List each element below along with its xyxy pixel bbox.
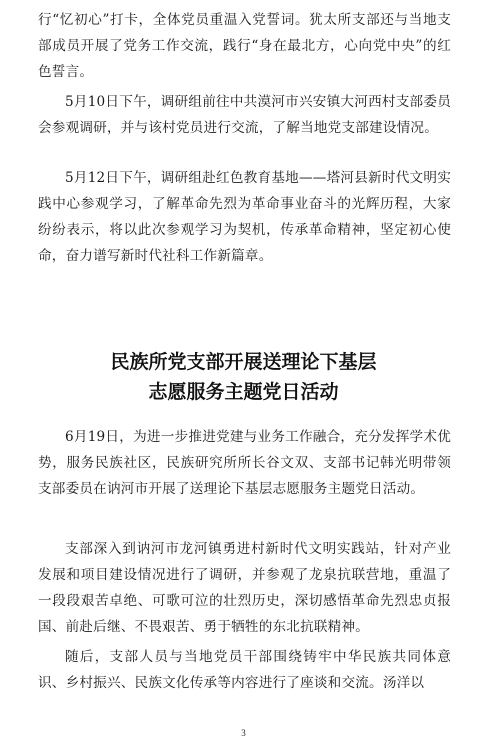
paragraph-continued: 行“忆初心”打卡，全体党员重温入党誓词。犹太所支部还与当地支部成员开展了党务工作交流，践行“身在最北方，心向党中央”的红色誓言。 <box>38 12 451 80</box>
paragraph-then-discussion: 随后，支部人员与当地党员干部围绕铸牢中华民族共同体意识、乡村振兴、民族文化传承等内容进行了座谈和交流。汤洋以 <box>38 649 451 691</box>
paragraph-village-visit: 支部深入到讷河市龙河镇勇进村新时代文明实践站，针对产业发展和项目建设情况进行了调研，并参观了龙泉抗联营地，重温了一段段艰苦卓绝、可歌可泣的壮烈历史，深切感悟革命先烈忠贞报国、前赴后继、不畏艰苦、勇于牺牲的东北抗联精神。 <box>38 541 451 635</box>
article-title-line-2: 志愿服务主题党日活动 <box>148 381 339 403</box>
paragraph-june-19: 6月19日，为进一步推进党建与业务工作融合，充分发挥学术优势，服务民族社区，民族研究所所长谷文双、支部书记韩光明带领支部委员在讷河市开展了送理论下基层志愿服务主题党日活动。 <box>38 429 451 497</box>
paragraph-may-12: 5月12日下午，调研组赴红色教育基地——塔河县新时代文明实践中心参观学习，了解革命先烈为革命事业奋斗的光辉历程，大家纷纷表示，将以此次参观学习为契机，传承革命精神，坚定初心使命，奋力谱写新时代社科工作新篇章。 <box>38 170 451 264</box>
paragraph-may-10: 5月10日下午，调研组前往中共漠河市兴安镇大河西村支部委员会参观调研，并与该村党员进行交流，了解当地党支部建设情况。 <box>38 94 451 136</box>
article-title-line-1: 民族所党支部开展送理论下基层 <box>110 351 377 373</box>
page-number: 3 <box>241 728 246 738</box>
